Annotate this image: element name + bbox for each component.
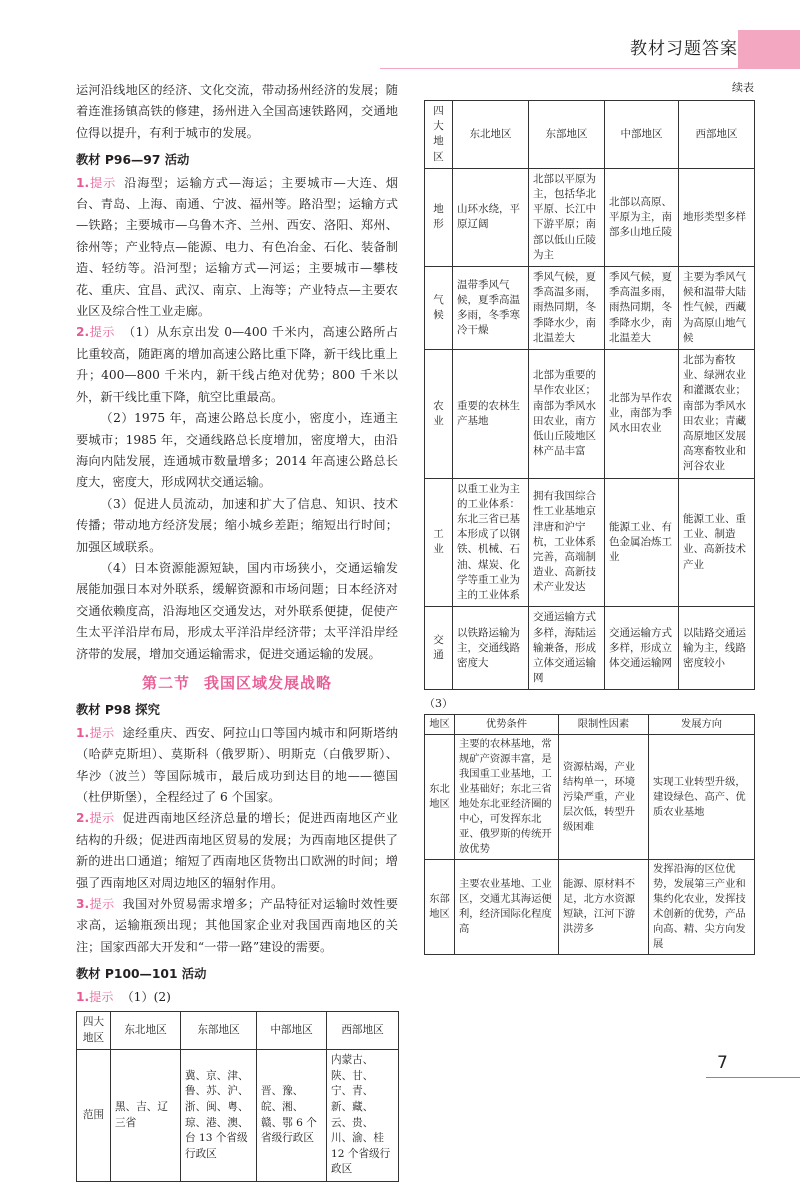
sub-question-label: （3）	[424, 697, 453, 711]
intro-paragraph: 运河沿线地区的经济、文化交流，带动扬州经济的发展；随着连淮扬镇高铁的修建，扬州进入全国高速铁路网，交通地位得以提升，有利于城市的发展。	[76, 83, 398, 140]
table-header-cell: 东北地区	[453, 101, 529, 169]
table-header-row	[425, 715, 755, 735]
table-row-head: 气候	[425, 267, 453, 350]
table-header-cell: 优势条件	[455, 715, 559, 735]
table-cell: 能源工业、重工业、制造业、高新技术产业	[679, 478, 755, 607]
table-cell: 北部为畜牧业、绿洲农业和灌溉农业；南部为季风水田农业；青藏高原地区发展高寒畜牧业和河谷农业	[679, 350, 755, 479]
table-header-cell: 发展方向	[649, 715, 755, 735]
table-cell: 地形类型多样	[679, 168, 755, 266]
table-header-cell: 东部地区	[529, 101, 605, 169]
page-number: 7	[717, 1053, 728, 1073]
table-row	[425, 478, 755, 607]
development-strategy-table	[424, 714, 755, 955]
table-row	[425, 735, 755, 860]
table-header-row	[425, 101, 755, 169]
table-cell: 北部为重要的旱作农业区；南部为季风水田农业，南方低山丘陵地区林产品丰富	[529, 350, 605, 479]
hint-label: 提示	[89, 989, 114, 1004]
table-header-cell: 地区	[425, 715, 455, 735]
table-continued-label: 续表	[732, 81, 754, 94]
table-header-cell: 四大地区	[425, 101, 453, 169]
table-cell: 交通运输方式多样，海陆运输兼备，形成立体交通运输网	[529, 607, 605, 690]
answer-text: 沿海型；运输方式—海运；主要城市—大连、烟台、青岛、上海、南通、宁波、福州等。路沿型；运输方式—铁路；主要城市—乌鲁木齐、兰州、西安、洛阳、郑州、徐州等；产业特点—能源、电力、有色冶金、石化、装备制造、轻纺等。沿河型；运输方式—河运；主要城市—攀枝花、重庆、宜昌、武汉、南京、上海等；产业特点—主要农业区及综合性工业走廊。	[76, 175, 399, 319]
activity-answer-1	[76, 987, 398, 1008]
table-cell: 发挥沿海的区位优势，发展第三产业和集约化农业，发挥技术创新的优势，产品向高、精、尖方向发展	[649, 860, 755, 955]
table-row-head: 农业	[425, 350, 453, 479]
section-title	[76, 673, 398, 694]
answer-2-part-2: （2）1975 年，高速公路总长度小，密度小，连通主要城市；1985 年，交通线路总长度增加，密度增大，由沿海向内陆发展，连通城市数量增多；2014 年高速公路总长度大，密度大，形成网状交通运输。	[76, 411, 398, 490]
hint-label: 提示	[89, 897, 115, 912]
table-header-cell: 东部地区	[181, 1012, 257, 1050]
table-row-head: 交通	[425, 607, 453, 690]
answer-text: 促进西南地区经济总量的增长；促进西南地区产业结构的升级；促进西南地区贸易的发展；为西南地区提供了新的进出口通道；缩短了西南地区货物出口欧洲的时间；增强了西南地区对周边地区的辐射作用。	[76, 811, 398, 890]
explore-answer-3	[76, 894, 398, 958]
answer-number: 1.	[76, 989, 90, 1004]
table-cell: 实现工业转型升级，建设绿色、高产、优质农业基地	[649, 735, 755, 860]
answer-text: 我国对外贸易需求增多；产品特征对运输时效性要求高，运输瓶颈出现；其他国家企业对我国西南地区的关注；国家西部大开发和“一带一路”建设的需要。	[76, 897, 398, 954]
table-header-cell: 中部地区	[605, 101, 679, 169]
table-cell: 黑、吉、辽三省	[111, 1050, 181, 1182]
table-header-cell: 四大地区	[77, 1012, 111, 1050]
table-row-head: 范围	[77, 1050, 111, 1182]
explore-answer-1	[76, 723, 398, 809]
table-cell: 主要农业基地、工业区，交通尤其海运便利，经济国际化程度高	[455, 860, 559, 955]
table-header-row	[77, 1012, 399, 1050]
table-cell: 能源工业、有色金属冶炼工业	[605, 478, 679, 607]
answer-2	[76, 322, 398, 408]
answer-number: 3.	[76, 897, 90, 912]
table-row	[425, 168, 755, 266]
table-cell: 晋、豫、皖、湘、赣、鄂 6 个省级行政区	[257, 1050, 327, 1182]
table-header-cell: 西部地区	[327, 1012, 399, 1050]
answer-number: 2.	[76, 811, 90, 826]
table-header-cell: 中部地区	[257, 1012, 327, 1050]
regions-comparison-table	[424, 100, 755, 690]
table-row	[77, 1050, 399, 1182]
table-cell: 重要的农林生产基地	[453, 350, 529, 479]
table-cell: 北部以高原、平原为主，南部多山地丘陵	[605, 168, 679, 266]
table-cell: 北部以平原为主，包括华北平原、长江中下游平原；南部以低山丘陵为主	[529, 168, 605, 266]
table-row	[425, 267, 755, 350]
table-cell: 资源枯竭，产业结构单一，环境污染严重，产业层次低，转型升级困难	[559, 735, 649, 860]
header-pink-tab	[738, 30, 800, 68]
answer-number: 1.	[76, 725, 90, 740]
answer-text: 途经重庆、西安、阿拉山口等国内城市和阿斯塔纳（哈萨克斯坦）、莫斯科（俄罗斯）、明斯克（白俄罗斯）、华沙（波兰）等国际城市，最后成功到达目的地——德国（杜伊斯堡），全程经过了 6 个国家。	[76, 725, 398, 804]
table-row-head: 东部地区	[425, 860, 455, 955]
answer-text: （1）从东京出发 0—400 千米内，高速公路所占比重较高，随距离的增加高速公路比重下降，新干线比重上升；400—800 千米内，新干线占绝对优势；800 千米以外，新干线比重下降，航空比重最高。	[76, 325, 398, 404]
regions-scope-table	[76, 1011, 399, 1182]
table-header-cell: 东北地区	[111, 1012, 181, 1050]
answer-text: （1）(2)	[121, 989, 171, 1004]
table-header-cell: 西部地区	[679, 101, 755, 169]
table-cell: 拥有我国综合性工业基地京津唐和沪宁杭，工业体系完善，高端制造业、高新技术产业发达	[529, 478, 605, 607]
explore-heading-p98: 教材 P98 探究	[76, 703, 160, 718]
answer-2-part-4: （4）日本资源能源短缺，国内市场狭小，交通运输发展能加强日本对外联系，缓解资源和市场问题；日本经济对交通依赖度高，沿海地区交通发达，对外联系便捷，促使产生太平洋沿岸布局，形成太平洋沿岸经济带；太平洋沿岸经济带的发展，增加交通运输需求，促进交通运输的发展。	[76, 560, 398, 661]
answer-1	[76, 173, 398, 323]
activity-heading-p100: 教材 P100—101 活动	[76, 967, 207, 982]
activity-heading-p96: 教材 P96—97 活动	[76, 153, 190, 168]
hint-label: 提示	[89, 175, 117, 190]
table-cell: 交通运输方式多样，形成立体交通运输网	[605, 607, 679, 690]
table-row-head: 地形	[425, 168, 453, 266]
table-cell: 以铁路运输为主，交通线路密度大	[453, 607, 529, 690]
answer-number: 2.	[76, 325, 90, 340]
table-row-head: 工业	[425, 478, 453, 607]
table-cell: 主要的农林基地，常规矿产资源丰富，是我国重工业基地，工业基础好；东北三省地处东北亚经济圈的中心，可发挥东北亚、俄罗斯的传统开放优势	[455, 735, 559, 860]
table-cell: 以重工业为主的工业体系：东北三省已基本形成了以钢铁、机械、石油、煤炭、化学等重工业为主的工业体系	[453, 478, 529, 607]
table-row	[425, 860, 755, 955]
header-title: 教材习题答案	[630, 39, 738, 59]
table-cell: 山环水绕，平原辽阔	[453, 168, 529, 266]
header-divider	[380, 68, 800, 69]
table-cell: 冀、京、津、鲁、苏、沪、浙、闽、粤、琼、港、澳、台 13 个省级行政区	[181, 1050, 257, 1182]
table-row	[425, 607, 755, 690]
section-number: 第二节	[141, 673, 190, 692]
hint-label: 提示	[89, 811, 115, 826]
section-name: 我国区域发展战略	[204, 673, 333, 692]
answer-2-part-3: （3）促进人员流动，加速和扩大了信息、知识、技术传播；带动地方经济发展；缩小城乡差距；缩短出行时间；加强区域联系。	[76, 496, 398, 554]
hint-label: 提示	[89, 325, 115, 340]
hint-label: 提示	[89, 725, 115, 740]
answer-number: 1.	[76, 175, 90, 190]
right-column	[424, 80, 754, 955]
table-cell: 以陆路交通运输为主，线路密度较小	[679, 607, 755, 690]
table-cell: 内蒙古、陕、甘、宁、青、新、藏、云、贵、川、渝、桂 12 个省级行政区	[327, 1050, 399, 1182]
table-cell: 北部为旱作农业，南部为季风水田农业	[605, 350, 679, 479]
table-cell: 季风气候，夏季高温多雨，雨热同期，冬季降水少，南北温差大	[529, 267, 605, 350]
table-header-cell: 限制性因素	[559, 715, 649, 735]
table-cell: 季风气候，夏季高温多雨，雨热同期，冬季降水少，南北温差大	[605, 267, 679, 350]
table-row	[425, 350, 755, 479]
table-row-head: 东北地区	[425, 735, 455, 860]
table-cell: 温带季风气候，夏季高温多雨，冬季寒冷干燥	[453, 267, 529, 350]
explore-answer-2	[76, 808, 398, 894]
table-cell: 能源、原材料不足，北方水资源短缺，江河下游洪涝多	[559, 860, 649, 955]
table-cell: 主要为季风气候和温带大陆性气候，西藏为高原山地气候	[679, 267, 755, 350]
left-column	[76, 80, 398, 1182]
footer-line	[706, 1077, 800, 1078]
